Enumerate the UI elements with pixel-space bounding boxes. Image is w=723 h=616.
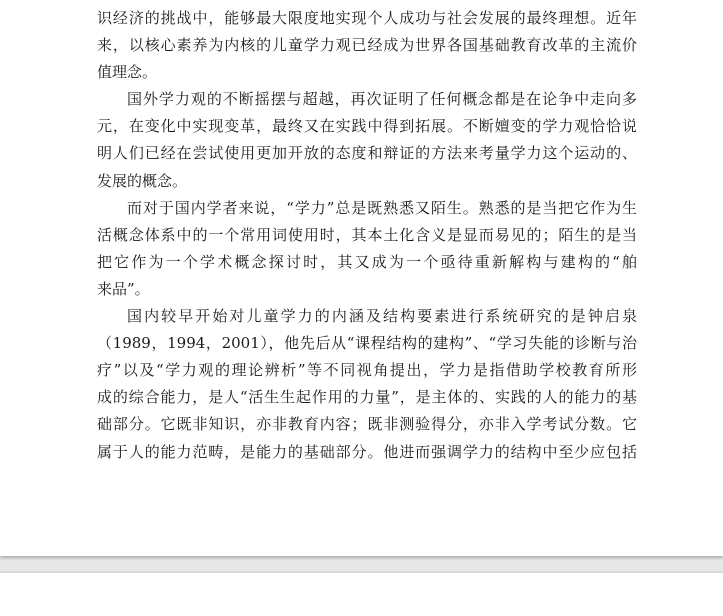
text-line: 成的综合能力，是人“活生生起作用的力量”，是主体的、实践的人的能力的基 [97,388,637,407]
text-line: 识经济的挑战中，能够最大限度地实现个人成功与社会发展的最终理想。近年 [97,9,637,27]
text-line: 活概念体系中的一个常用词使用时，其本土化含义是显而易见的；陌生的是当 [97,225,637,244]
text-line: 值理念。 [97,63,158,82]
text-line: 明人们已经在尝试使用更加开放的态度和辩证的方法来考量学力这个运动的、 [97,144,637,163]
text-line: 国内较早开始对儿童学力的内涵及结构要素进行系统研究的是钟启泉 [127,307,637,326]
text-line: 属于人的能力范畴，是能力的基础部分。他进而强调学力的结构中至少应包括 [97,442,637,461]
text-line: （1989，1994，2001），他先后从“课程结构的建构”、“学习失能的诊断与治 [97,334,637,353]
text-line: 疗”以及“学力观的理论辨析”等不同视角提出，学力是指借助学校教育所形 [97,361,637,380]
text-line: 础部分。它既非知识，亦非教育内容；既非测验得分，亦非入学考试分数。它 [97,415,637,434]
text-line: 国外学力观的不断摇摆与超越，再次证明了任何概念都是在论争中走向多 [127,90,637,109]
text-line: 来品”。 [97,279,150,298]
next-document-page [0,573,723,616]
text-line: 而对于国内学者来说，“学力”总是既熟悉又陌生。熟悉的是当把它作为生 [127,198,637,217]
text-line: 来，以核心素养为内核的儿童学力观已经成为世界各国基础教育改革的主流价 [97,36,637,55]
text-line: 发展的概念。 [97,171,188,190]
text-line: 把它作为一个学术概念探讨时，其又成为一个亟待重新解构与建构的“舶 [97,252,637,271]
body-text [97,5,637,466]
text-line: 元，在变化中实现变革，最终又在实践中得到拓展。不断嬗变的学力观恰恰说 [97,117,637,136]
